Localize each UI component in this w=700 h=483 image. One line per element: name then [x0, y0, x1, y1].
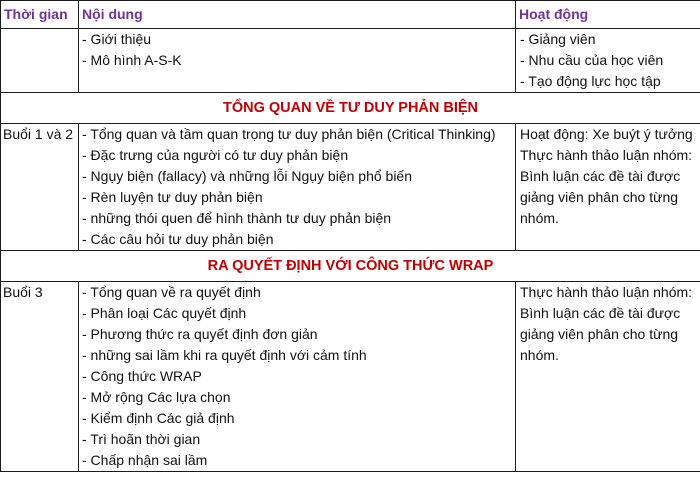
content-line: - Trì hoãn thời gian — [82, 431, 201, 447]
content-line: - Công thức WRAP — [82, 368, 202, 384]
activity-line: Bình luận các đề tài được — [520, 168, 681, 184]
activity-line: giảng viên phân cho từng — [520, 189, 679, 205]
section-title-row — [1, 93, 700, 124]
activity-line: Hoạt động: Xe buýt ý tưởng — [520, 126, 693, 142]
session-activity — [516, 124, 700, 251]
header-content: Nội dung — [79, 1, 516, 29]
content-line: - Chấp nhận sai lầm — [82, 452, 208, 468]
header-time: Thời gian — [1, 1, 79, 29]
session-time: Buổi 1 và 2 — [1, 124, 79, 251]
activity-line: nhóm. — [520, 347, 559, 363]
content-line: - Rèn luyện tư duy phản biện — [82, 189, 263, 205]
content-line: - Các câu hỏi tư duy phản biện — [82, 231, 274, 247]
content-line: - Kiểm định Các giả định — [82, 410, 235, 426]
content-line: - Đặc trưng của người có tư duy phản biện — [82, 147, 349, 163]
content-line: - Mở rộng Các lựa chọn — [82, 389, 231, 405]
activity-line: - Nhu cầu của học viên — [520, 52, 664, 68]
content-line: - những sai lầm khi ra quyết định với cảm tính — [82, 347, 367, 363]
session-content — [79, 124, 516, 251]
content-line: - Phương thức ra quyết định đơn giản — [82, 326, 318, 342]
activity-line: giảng viên phân cho từng — [520, 326, 679, 342]
activity-line: Thực hành thảo luận nhóm: — [520, 147, 693, 163]
intro-time — [1, 29, 79, 93]
header-row — [1, 1, 700, 29]
activity-line: Bình luận các đề tài được — [520, 305, 681, 321]
activity-line: nhóm. — [520, 210, 559, 226]
content-line: - Tổng quan và tầm quan trọng tư duy phản biện (Critical Thinking) — [82, 126, 496, 142]
activity-line: - Tạo động lực học tập — [520, 73, 661, 89]
section-title-row — [1, 251, 700, 282]
session-time: Buổi 3 — [1, 282, 79, 472]
content-line: - Phân loại Các quyết định — [82, 305, 247, 321]
session-row — [1, 282, 700, 472]
content-line: - Ngụy biện (fallacy) và những lỗi Ngụy biện phổ biến — [82, 168, 413, 184]
intro-content — [79, 29, 516, 93]
section-title: TỔNG QUAN VỀ TƯ DUY PHẢN BIỆN — [1, 93, 700, 124]
content-line: - Tổng quan về ra quyết định — [82, 284, 261, 300]
session-row — [1, 124, 700, 251]
content-line: - Mô hình A-S-K — [82, 52, 182, 68]
header-activity: Hoạt động — [516, 1, 700, 29]
session-content — [79, 282, 516, 472]
activity-line: Thực hành thảo luận nhóm: — [520, 284, 693, 300]
content-line: - những thói quen để hình thành tư duy phản biện — [82, 210, 392, 226]
activity-line: - Giảng viên — [520, 31, 596, 47]
intro-activity — [516, 29, 700, 93]
section-title: RA QUYẾT ĐỊNH VỚI CÔNG THỨC WRAP — [1, 251, 700, 282]
content-line: - Giới thiệu — [82, 31, 152, 47]
intro-row — [1, 29, 700, 93]
session-activity — [516, 282, 700, 472]
